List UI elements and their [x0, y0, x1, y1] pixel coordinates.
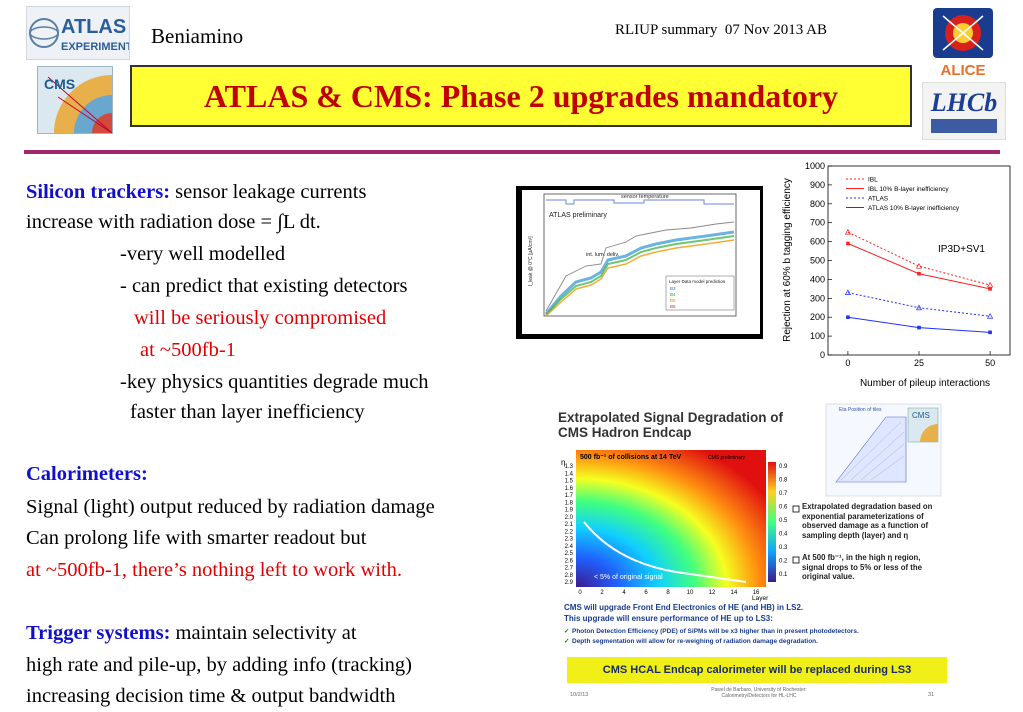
trigger-line2: high rate and pile-up, by adding info (tracking) — [26, 654, 412, 676]
plot1-temp-label: sensor temperature — [621, 194, 669, 200]
signal-heatmap — [576, 450, 766, 587]
layer-tick-label: 4 — [622, 590, 626, 596]
heatmap-note: < 5% of original signal — [594, 574, 663, 581]
eta-tick-label: 1.9 — [564, 507, 573, 514]
eta-tick-label: 1.6 — [564, 485, 573, 492]
atlas-logo-text: ATLAS — [61, 16, 127, 38]
tile-diagram-label: Eta Position of tiles — [839, 407, 882, 413]
silicon-bullet-6: faster than layer inefficiency — [130, 401, 365, 423]
lhcb-logo-text: LHCb — [930, 88, 998, 117]
x-tick-label: 50 — [985, 358, 996, 368]
cms-upgrade-1: CMS will upgrade Front End Electronics of HE (and HB) in LS2. — [564, 603, 804, 612]
cms-check-2: Depth segmentation will allow for re-weighing of radiation damage degradation. — [572, 638, 818, 645]
atlas-logo — [26, 6, 130, 60]
layer-tick-label: 10 — [686, 590, 694, 596]
silicon-heading: Silicon trackers: — [26, 181, 171, 203]
layer-tick-label: 16 — [752, 590, 760, 596]
eta-tick-label: 2.5 — [564, 551, 573, 557]
layer-tick-label: 12 — [708, 590, 716, 596]
y-tick-label: 900 — [809, 179, 825, 190]
eta-tick-label: 2.1 — [564, 522, 573, 528]
eta-tick-label: 2.6 — [564, 558, 573, 565]
plot1-legend-b6: B6 — [670, 304, 676, 309]
legend-entry: ATLAS — [868, 195, 889, 203]
alice-logo-text: ALICE — [940, 62, 986, 78]
scale-tick-label: 0.7 — [779, 491, 788, 497]
cms-footer-date: 10/2/13 — [570, 692, 589, 698]
scale-tick-label: 0.2 — [779, 558, 788, 565]
cms-mini-logo: CMS — [912, 411, 930, 420]
calo-line3: at ~500fb-1, there’s nothing left to work with. — [26, 559, 403, 581]
eta-tick-label: 2.2 — [564, 529, 573, 536]
cms-title-1: Extrapolated Signal Degradation of — [558, 410, 784, 425]
eta-tick-label: 2.9 — [564, 580, 573, 586]
eta-tick-label: 2.3 — [564, 536, 573, 543]
heatmap-title: 500 fb⁻¹ of collisions at 14 TeV — [580, 454, 682, 461]
silicon-bullet-5: -key physics quantities degrade much — [120, 371, 429, 393]
layer-tick-label: 6 — [644, 590, 648, 596]
leakage-current-plot — [516, 186, 763, 339]
layer-tick-label: 8 — [666, 590, 670, 596]
layer-tick-label: 14 — [730, 590, 738, 596]
cms-title-2: CMS Hadron Endcap — [558, 425, 692, 440]
header-divider — [24, 150, 1000, 154]
eta-tick-label: 1.5 — [564, 478, 573, 485]
layer-axis-label: Layer — [752, 595, 769, 602]
scale-tick-label: 0.3 — [779, 545, 788, 551]
series-point — [988, 331, 992, 335]
silicon-line1 — [26, 181, 366, 204]
cms-check-1: Photon Detection Efficiency (PDE) of SiPMs will be x3 higher than in present photodetectors. — [572, 628, 859, 635]
eta-tick-label: 2.7 — [564, 565, 573, 572]
atlas-logo-sub: EXPERIMENT — [61, 41, 129, 53]
calo-heading: Calorimeters: — [26, 463, 148, 485]
legend-entry: ATLAS 10% B-layer inefficiency — [868, 205, 960, 212]
silicon-bullet-3: will be seriously compromised — [134, 307, 387, 329]
chart-xlabel: Number of pileup interactions — [859, 378, 991, 389]
scale-tick-label: 0.1 — [779, 572, 788, 578]
btag-rejection-chart — [778, 160, 1018, 392]
silicon-bullet-2: - can predict that existing detectors — [120, 275, 408, 297]
trigger-line3: increasing decision time & output bandwidth — [26, 685, 396, 707]
series-point — [917, 326, 921, 330]
y-tick-label: 200 — [809, 312, 825, 323]
color-scale — [768, 462, 776, 582]
eta-tick-label: 1.3 — [564, 464, 573, 470]
legend-entry: IBL 10% B-layer inefficiency — [868, 186, 949, 193]
series-point — [917, 272, 921, 276]
heatmap-prelim: CMS preliminary — [708, 455, 745, 461]
plot1-legend-b5: B5 — [670, 298, 676, 303]
cms-logo-text: CMS — [44, 76, 76, 92]
x-tick-label: 0 — [845, 358, 851, 368]
silicon-line1-text: sensor leakage currents — [170, 181, 367, 203]
chart-annotation: IP3D+SV1 — [938, 244, 985, 255]
trigger-line1 — [26, 622, 357, 645]
calo-line2: Can prolong life with smarter readout but — [26, 527, 367, 549]
svg-text:✓: ✓ — [564, 628, 570, 635]
eta-tick-label: 2.8 — [564, 572, 573, 579]
cms-bullet-1: Extrapolated degradation based on exponential parameterizations of observed damage as a function of sampling depth (layer) and η — [802, 502, 933, 540]
y-tick-label: 100 — [809, 331, 825, 342]
plot1-legend-head: Layer Data model prediction — [669, 279, 726, 284]
silicon-bullet-4: at ~500fb-1 — [140, 339, 236, 361]
alice-logo — [927, 6, 999, 78]
plot1-ylabel: I_leak @ 0°C [μA/cm³] — [528, 236, 534, 286]
silicon-line2: increase with radiation dose = ∫L dt. — [26, 211, 321, 233]
y-tick-label: 300 — [809, 293, 825, 304]
cms-bullet-2: At 500 fb⁻¹, in the high η region, signal drops to 5% or less of the original value. — [802, 553, 923, 582]
series-point — [846, 315, 850, 319]
eta-tick-label: 1.7 — [564, 493, 573, 499]
silicon-bullet-1: -very well modelled — [120, 243, 286, 265]
cms-footer-page: 31 — [928, 692, 935, 698]
series-point — [988, 287, 992, 291]
eta-tick-label: 2.4 — [564, 543, 573, 550]
scale-tick-label: 0.6 — [779, 504, 788, 511]
y-tick-label: 700 — [809, 217, 825, 228]
title-box — [130, 65, 912, 127]
layer-tick-label: 0 — [578, 590, 582, 596]
scale-tick-label: 0.5 — [779, 518, 788, 524]
svg-text:✓: ✓ — [564, 638, 570, 645]
y-tick-label: 800 — [809, 198, 825, 209]
cms-caption: CMS HCAL Endcap calorimeter will be replaced during LS3 — [602, 664, 912, 676]
slide-date-label: RLIUP summary 07 Nov 2013 AB — [615, 22, 827, 38]
y-tick-label: 400 — [809, 274, 825, 285]
plot1-legend-b3: B3 — [670, 286, 676, 291]
scale-tick-label: 0.8 — [779, 477, 788, 484]
y-tick-label: 1000 — [804, 161, 825, 171]
series-point — [846, 242, 850, 246]
cms-footer-author: Pawel de Barbaro, University of Rochester: Calorimetry/Detectors for HL-LHC — [711, 687, 807, 699]
chart-ylabel: Rejection at 60% b tagging efficiency — [782, 178, 793, 342]
y-tick-label: 600 — [809, 236, 825, 247]
page-title: ATLAS & CMS: Phase 2 upgrades mandatory — [203, 77, 839, 114]
calo-line1: Signal (light) output reduced by radiation damage — [26, 496, 435, 518]
trigger-line1-text: maintain selectivity at — [170, 622, 357, 644]
layer-tick-label: 2 — [600, 590, 604, 596]
plot1-legend-b4: B4 — [670, 292, 676, 297]
cms-caption-box — [567, 657, 947, 683]
scale-tick-label: 0.9 — [779, 464, 788, 470]
scale-tick-label: 0.4 — [779, 531, 788, 538]
x-tick-label: 25 — [913, 358, 925, 368]
eta-tick-label: 2.0 — [564, 514, 573, 521]
author-name: Beniamino — [151, 24, 244, 48]
eta-axis-label: η — [561, 458, 566, 467]
plot1-lumi-label: int. lum. deliv. — [586, 252, 620, 258]
legend-entry: IBL — [868, 176, 878, 184]
y-tick-label: 500 — [809, 255, 825, 266]
eta-tick-label: 1.8 — [564, 500, 573, 507]
eta-tick-label: 1.4 — [564, 471, 573, 478]
y-tick-label: 0 — [819, 350, 825, 360]
cms-logo — [37, 66, 113, 134]
trigger-heading: Trigger systems: — [26, 622, 171, 644]
lhcb-logo — [922, 82, 1006, 140]
plot1-prelim-label: ATLAS preliminary — [549, 212, 607, 219]
cms-upgrade-2: This upgrade will ensure performance of HE up to LS3: — [564, 614, 773, 623]
